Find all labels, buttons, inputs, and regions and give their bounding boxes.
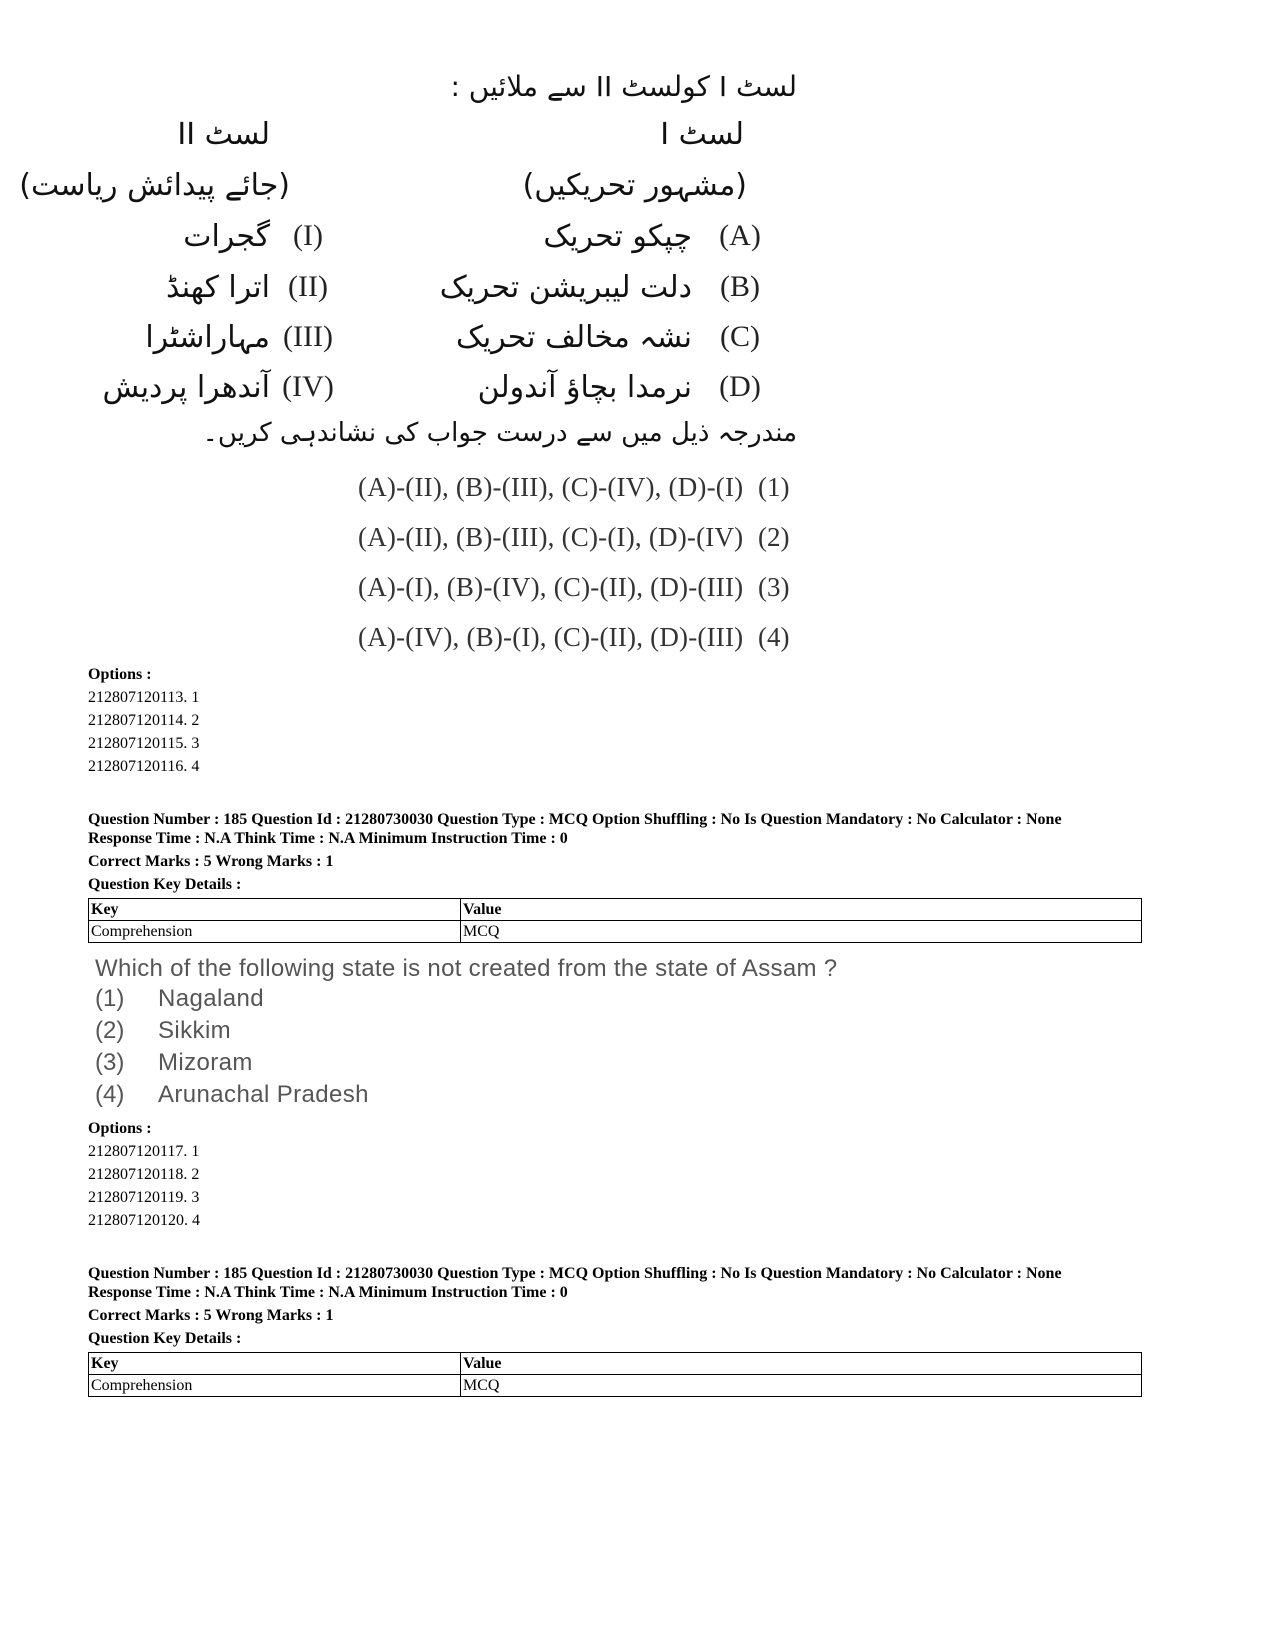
eng-option-3-number: (3) xyxy=(95,1049,125,1076)
list1-subheader: (مشہور تحریکیں) xyxy=(522,168,747,203)
question-meta-line2: Response Time : N.A Think Time : N.A Minimum Instruction Time : 0 xyxy=(88,1284,568,1301)
list1-label-a: (A) xyxy=(719,219,761,252)
question-meta-line1: Question Number : 185 Question Id : 21280730030 Question Type : MCQ Option Shuffling : No Is Question Mandatory : No Calculator : None xyxy=(88,811,1062,828)
list2-label-2: (II) xyxy=(288,270,328,303)
value-cell: MCQ xyxy=(461,921,1142,943)
list1-label-d: (D) xyxy=(719,370,761,403)
list1-item-c: نشہ مخالف تحریک xyxy=(455,320,692,355)
options-heading: Options : xyxy=(88,666,152,683)
choice-3-number: (3) xyxy=(758,572,790,602)
option-item: 212807120119. 3 xyxy=(88,1189,200,1206)
list2-item-4: آندھرا پردیش xyxy=(102,370,270,405)
option-item: 212807120115. 3 xyxy=(88,735,200,752)
options-heading: Options : xyxy=(88,1120,152,1137)
question-key-table xyxy=(88,1352,1142,1397)
urdu-match-instruction: لسٹ I کولسٹ II سے ملائیں : xyxy=(450,70,797,103)
option-item: 212807120114. 2 xyxy=(88,712,200,729)
list2-label-4: (IV) xyxy=(282,370,334,403)
list2-item-3: مہاراشٹرا xyxy=(145,320,270,355)
choice-1-number: (1) xyxy=(758,472,790,502)
eng-option-4-text: Arunachal Pradesh xyxy=(158,1081,369,1108)
list2-label-3: (III) xyxy=(283,320,333,353)
option-item: 212807120113. 1 xyxy=(88,689,200,706)
eng-option-4-number: (4) xyxy=(95,1081,125,1108)
choice-3-text: (A)-(I), (B)-(IV), (C)-(II), (D)-(III) xyxy=(358,572,744,602)
question-text: Which of the following state is not created from the state of Assam ? xyxy=(95,955,838,982)
question-key-heading: Question Key Details : xyxy=(88,876,242,893)
list2-item-1: گجرات xyxy=(183,219,270,254)
list1-item-d: نرمدا بچاؤ آندولن xyxy=(477,370,692,405)
option-item: 212807120117. 1 xyxy=(88,1143,200,1160)
list1-item-a: چپکو تحریک xyxy=(543,219,692,254)
list2-item-2: اترا کھنڈ xyxy=(165,270,270,305)
eng-option-3-text: Mizoram xyxy=(158,1049,253,1076)
question-key-heading: Question Key Details : xyxy=(88,1330,242,1347)
option-item: 212807120116. 4 xyxy=(88,758,200,775)
option-item: 212807120120. 4 xyxy=(88,1212,200,1229)
key-header: Key xyxy=(89,899,461,921)
question-key-table xyxy=(88,898,1142,943)
list2-label-1: (I) xyxy=(293,219,323,252)
key-cell: Comprehension xyxy=(89,921,461,943)
choice-2-text: (A)-(II), (B)-(III), (C)-(I), (D)-(IV) xyxy=(358,522,744,552)
value-header: Value xyxy=(461,899,1142,921)
key-cell: Comprehension xyxy=(89,1375,461,1397)
question-marks: Correct Marks : 5 Wrong Marks : 1 xyxy=(88,1307,334,1324)
eng-option-2-text: Sikkim xyxy=(158,1017,232,1044)
list1-label-c: (C) xyxy=(720,320,760,353)
urdu-answer-instruction: مندرجہ ذیل میں سے درست جواب کی نشاندہی کریں۔ xyxy=(202,418,797,448)
choice-4-number: (4) xyxy=(758,622,790,652)
list2-header: لسٹ II xyxy=(177,117,270,152)
question-meta-line1: Question Number : 185 Question Id : 21280730030 Question Type : MCQ Option Shuffling : No Is Question Mandatory : No Calculator : None xyxy=(88,1265,1062,1282)
list1-header: لسٹ I xyxy=(660,117,744,152)
list2-subheader: (جائے پیدائش ریاست) xyxy=(19,168,290,203)
question-marks: Correct Marks : 5 Wrong Marks : 1 xyxy=(88,853,334,870)
value-cell: MCQ xyxy=(461,1375,1142,1397)
eng-option-2-number: (2) xyxy=(95,1017,125,1044)
list1-item-b: دلت لیبریشن تحریک xyxy=(439,270,692,305)
eng-option-1-number: (1) xyxy=(95,985,125,1012)
choice-2-number: (2) xyxy=(758,522,790,552)
list1-label-b: (B) xyxy=(720,270,760,303)
question-meta-line2: Response Time : N.A Think Time : N.A Minimum Instruction Time : 0 xyxy=(88,830,568,847)
option-item: 212807120118. 2 xyxy=(88,1166,200,1183)
value-header: Value xyxy=(461,1353,1142,1375)
key-header: Key xyxy=(89,1353,461,1375)
choice-4-text: (A)-(IV), (B)-(I), (C)-(II), (D)-(III) xyxy=(358,622,744,652)
choice-1-text: (A)-(II), (B)-(III), (C)-(IV), (D)-(I) xyxy=(358,472,744,502)
eng-option-1-text: Nagaland xyxy=(158,985,264,1012)
